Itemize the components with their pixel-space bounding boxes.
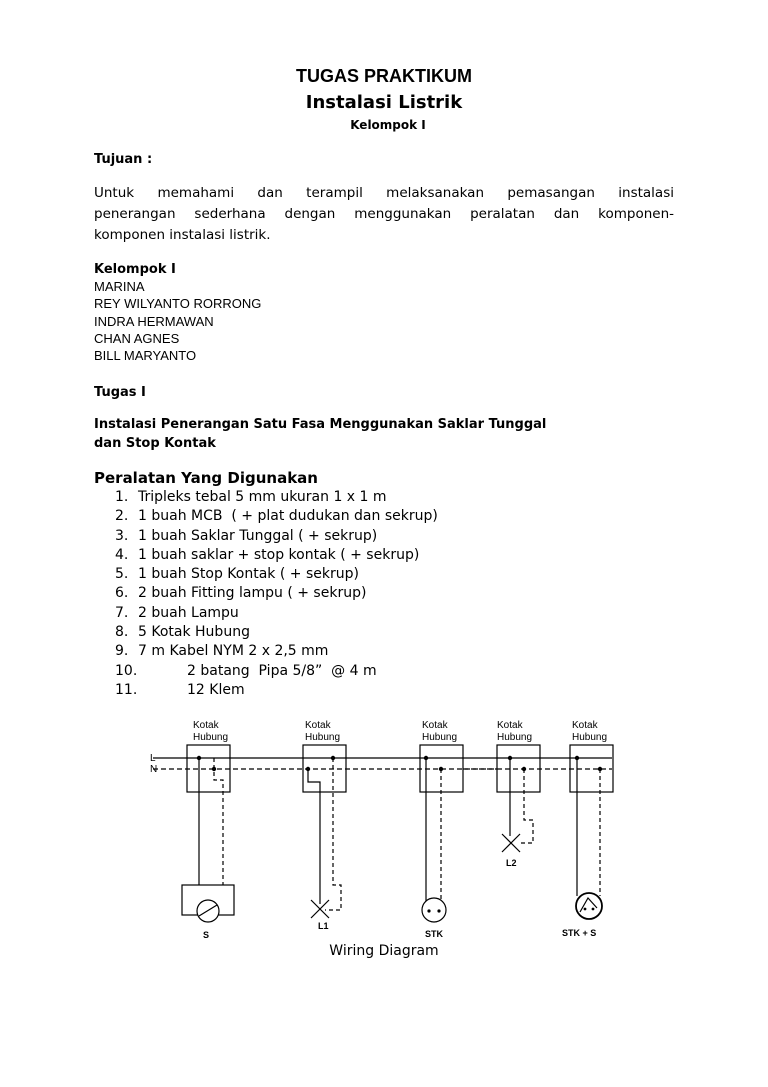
peralatan-heading: Peralatan Yang Digunakan (94, 469, 318, 487)
document-subtitle: Instalasi Listrik (305, 92, 463, 113)
box-label: Hubung (422, 732, 458, 743)
switch-label: S (203, 930, 210, 940)
line-label-l: L (150, 753, 156, 764)
group-label: Kelompok I (350, 118, 426, 132)
box-label: Hubung (305, 732, 341, 743)
tujuan-line: Untuk memahami dan terampil melaksanakan pemasangan instalasi (94, 185, 674, 201)
equipment-item-text: Tripleks tebal 5 mm ukuran 1 x 1 m (138, 489, 387, 505)
equipment-item (115, 662, 438, 681)
document-title: TUGAS PRAKTIKUM (296, 66, 472, 86)
member-name: MARINA (94, 279, 145, 294)
equipment-list (115, 488, 438, 700)
lamp-2-label: L2 (506, 858, 517, 868)
equipment-item-text: 2 buah Lampu (138, 604, 239, 621)
equipment-item-number: 8. (115, 624, 129, 641)
line-label-n: N (150, 764, 158, 775)
tujuan-paragraph (94, 183, 674, 246)
lamp-1-label: L1 (318, 921, 329, 931)
equipment-item-text: 12 Klem (187, 681, 245, 698)
equipment-item-number: 4. (115, 546, 129, 563)
equipment-item-text: 7 m Kabel NYM 2 x 2,5 mm (138, 643, 329, 660)
member-name: INDRA HERMAWAN (94, 313, 214, 329)
member-name: CHAN AGNES (94, 330, 180, 346)
equipment-item (115, 623, 438, 642)
equipment-item (115, 681, 438, 700)
tujuan-line: penerangan sederhana dengan menggunakan peralatan dan komponen- (94, 206, 674, 222)
equipment-item (115, 527, 438, 546)
box-label: Kotak (422, 720, 448, 731)
member-name: BILL MARYANTO (94, 348, 197, 364)
member-name: REY WILYANTO RORRONG (94, 296, 262, 312)
box-label: Hubung (497, 732, 533, 743)
box-label: Kotak (305, 720, 331, 731)
equipment-item-number: 11. (115, 681, 138, 698)
socket-label: STK (425, 929, 443, 939)
tujuan-line: komponen instalasi listrik. (94, 227, 271, 243)
box-label: Kotak (497, 720, 523, 731)
equipment-item (115, 584, 438, 603)
equipment-item (115, 604, 438, 623)
equipment-item (115, 507, 438, 526)
equipment-item-number: 5. (115, 566, 129, 583)
equipment-item (115, 642, 438, 661)
equipment-item (115, 488, 438, 507)
equipment-item-text: 5 Kotak Hubung (138, 624, 250, 641)
equipment-item (115, 546, 438, 565)
equipment-item-number: 7. (115, 604, 129, 621)
equipment-item-number: 2. (115, 508, 129, 525)
equipment-item-text: 1 buah Stop Kontak ( + sekrup) (138, 566, 359, 583)
equipment-item-text: 2 batang Pipa 5/8” @ 4 m (187, 662, 377, 679)
kelompok-heading: Kelompok I (94, 262, 176, 277)
equipment-item-number: 10. (115, 662, 138, 679)
equipment-item-text: 1 buah saklar + stop kontak ( + sekrup) (138, 546, 420, 563)
member-list (94, 278, 261, 364)
tugas-subtitle-line: Instalasi Penerangan Satu Fasa Menggunakan Saklar Tunggal (94, 417, 547, 432)
equipment-item-number: 1. (115, 489, 129, 505)
equipment-item-number: 3. (115, 527, 129, 544)
tugas-heading: Tugas I (94, 385, 146, 400)
box-label: Hubung (193, 732, 229, 743)
equipment-item-number: 6. (115, 585, 129, 602)
tugas-subtitle-line: dan Stop Kontak (94, 436, 216, 451)
box-label: Kotak (193, 720, 219, 731)
equipment-item-text: 1 buah MCB ( + plat dudukan dan sekrup) (138, 508, 438, 525)
tujuan-heading: Tujuan : (94, 152, 153, 167)
equipment-item-text: 2 buah Fitting lampu ( + sekrup) (138, 585, 367, 602)
equipment-item-text: 1 buah Saklar Tunggal ( + sekrup) (138, 527, 378, 544)
equipment-item-number: 9. (115, 643, 129, 660)
socket-switch-label: STK + S (562, 928, 597, 938)
tugas-subtitle (94, 415, 546, 453)
box-label: Kotak (572, 720, 598, 731)
box-label: Hubung (572, 732, 608, 743)
diagram-caption: Wiring Diagram (329, 943, 439, 959)
wiring-diagram (0, 700, 768, 945)
equipment-item (115, 565, 438, 584)
